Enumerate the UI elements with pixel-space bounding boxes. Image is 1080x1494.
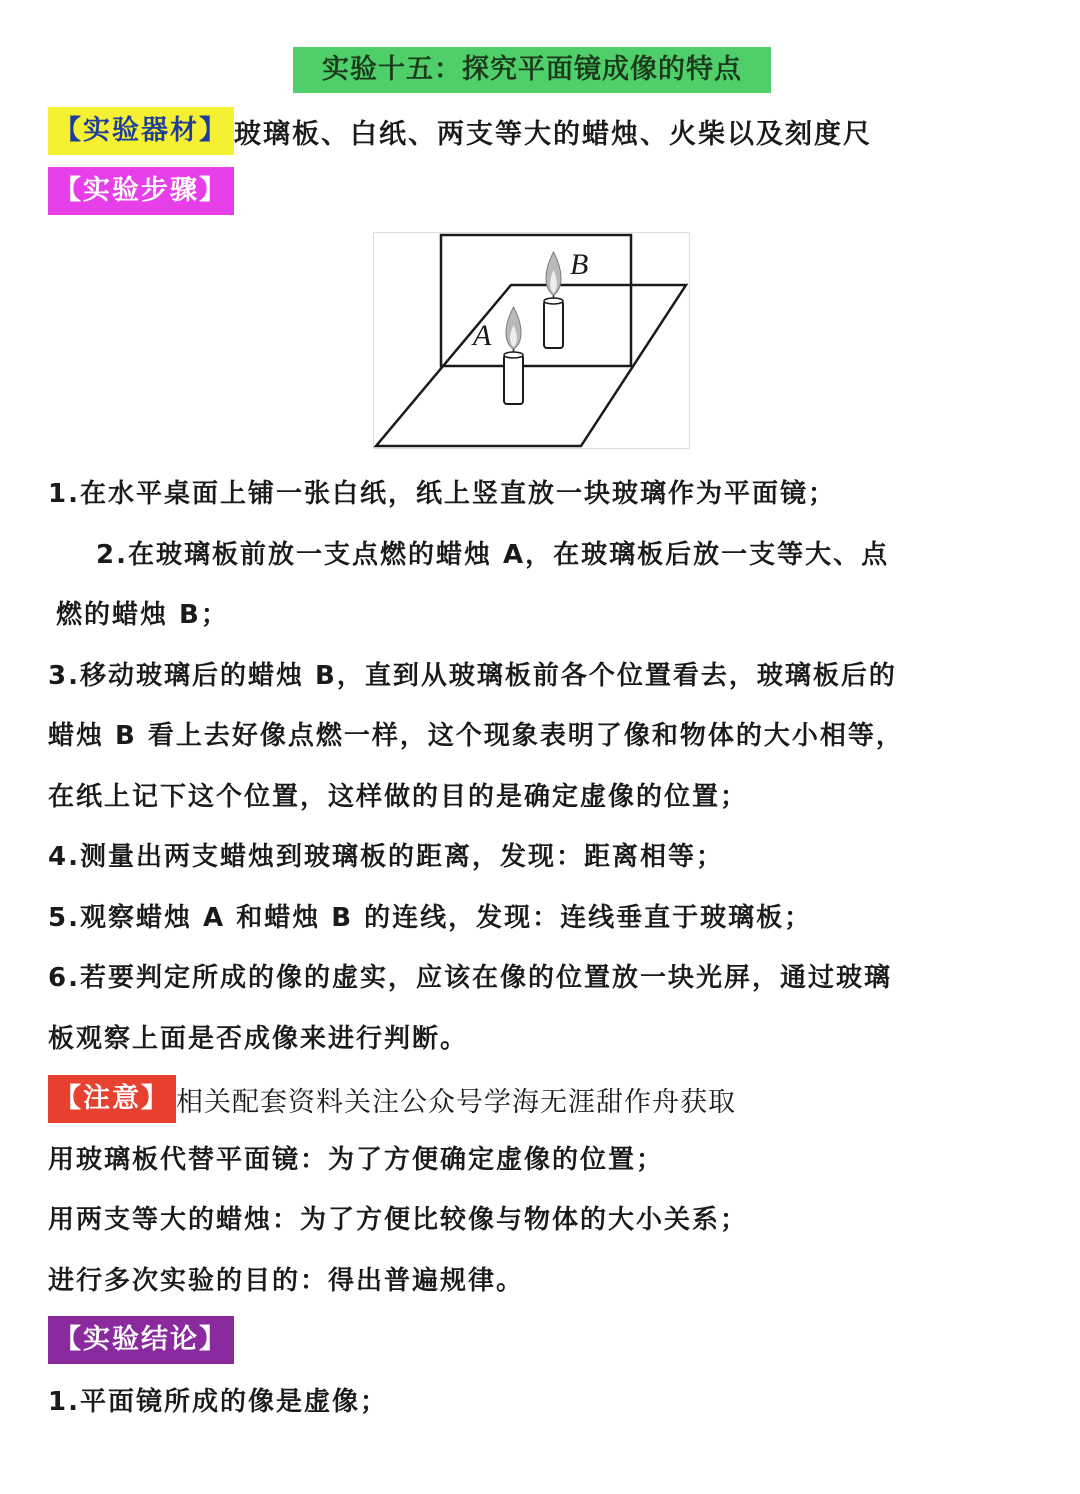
note-3: 进行多次实验的目的：得出普遍规律。	[48, 1266, 525, 1296]
notes-label: 【注意】	[48, 1075, 176, 1123]
step-1: 1.在水平桌面上铺一张白纸，纸上竖直放一块玻璃作为平面镜；	[48, 479, 836, 509]
step-4: 4.测量出两支蜡烛到玻璃板的距离，发现：距离相等；	[48, 842, 724, 872]
page-title: 实验十五：探究平面镜成像的特点	[293, 47, 771, 93]
step-3-line-3: 在纸上记下这个位置，这样做的目的是确定虚像的位置；	[48, 782, 749, 812]
candle-a	[504, 307, 523, 404]
note-2: 用两支等大的蜡烛：为了方便比较像与物体的大小关系；	[48, 1205, 749, 1235]
step-2-line-2: 燃的蜡烛 B；	[56, 600, 229, 630]
glass-board	[441, 235, 631, 366]
step-6-line-1: 6.若要判定所成的像的虚实，应该在像的位置放一块光屏，通过玻璃	[48, 963, 892, 993]
note-1: 用玻璃板代替平面镜：为了方便确定虚像的位置；	[48, 1145, 665, 1175]
step-3-line-2: 蜡烛 B 看上去好像点燃一样，这个现象表明了像和物体的大小相等，	[48, 721, 904, 751]
notes-row	[48, 1075, 736, 1123]
equipment-text: 玻璃板、白纸、两支等大的蜡烛、火柴以及刻度尺	[234, 118, 872, 150]
conclusion-label: 【实验结论】	[48, 1316, 234, 1364]
step-2-line-1: 2.在玻璃板前放一支点燃的蜡烛 A，在玻璃板后放一支等大、点	[96, 540, 890, 570]
candle-b	[544, 252, 563, 348]
step-6-line-2: 板观察上面是否成像来进行判断。	[48, 1024, 469, 1054]
steps-row	[48, 167, 234, 215]
equipment-row	[48, 107, 872, 155]
conclusion-1: 1.平面镜所成的像是虚像；	[48, 1387, 388, 1417]
step-3-line-1: 3.移动玻璃后的蜡烛 B，直到从玻璃板前各个位置看去，玻璃板后的	[48, 661, 897, 691]
notes-text: 相关配套资料关注公众号学海无涯甜作舟获取	[176, 1086, 736, 1118]
step-5: 5.观察蜡烛 A 和蜡烛 B 的连线，发现：连线垂直于玻璃板；	[48, 903, 813, 933]
steps-label: 【实验步骤】	[48, 167, 234, 215]
label-a: A	[473, 319, 492, 352]
experiment-figure	[373, 232, 691, 450]
equipment-label: 【实验器材】	[48, 107, 234, 155]
figure-frame	[374, 233, 690, 449]
label-b: B	[570, 248, 589, 281]
conclusion-row	[48, 1316, 234, 1364]
